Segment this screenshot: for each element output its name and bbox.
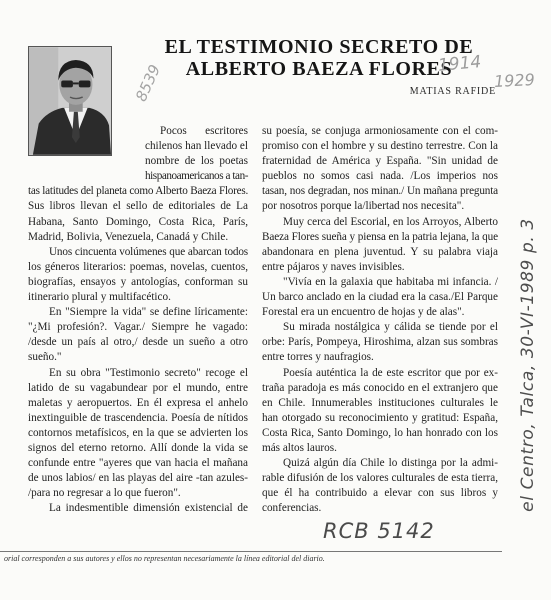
- text-line: nombre de los poetas: [145, 155, 248, 168]
- text-line: su poesía, se conjuga armoniosamente con el com-: [262, 125, 498, 137]
- text-line: "Vivía en la galaxia que habitaba mi infancia. /: [283, 275, 498, 288]
- text-line: /desde un país al otro,/ desde un sueño a otro: [28, 336, 248, 349]
- paragraph: [262, 275, 498, 320]
- paragraph: [28, 305, 248, 365]
- paragraph: [28, 124, 248, 245]
- text-line: Sus libros llevan el sello de editoriales de La: [28, 200, 248, 213]
- text-line: contornos metafísicos, en la que se advierten los: [28, 426, 248, 439]
- footer-divider: [0, 551, 502, 552]
- text-line: Madrid, Bolivia, Venezuela, Canadá y Chile.: [28, 230, 229, 243]
- right-column: [262, 124, 498, 516]
- text-line: maletas y aeropuertos. En él expresa el anhelo: [28, 396, 248, 409]
- text-line: Unos cincuenta volúmenes que abarcan todos: [49, 245, 248, 258]
- handwritten-year-1914: 1914: [437, 52, 483, 76]
- text-line: En "Siempre la vida" se define líricamente:: [49, 306, 248, 319]
- text-line: tasan, nos degradan, nos minan./ Un mañana pregunta: [262, 185, 498, 198]
- handwritten-number: 8539: [132, 61, 164, 105]
- text-line: abandonara en plena juventud. Y su palabra viaja: [262, 245, 498, 258]
- paragraph: [28, 366, 248, 502]
- text-line: Forestal era un encuentro de hojas y de alas".: [262, 306, 465, 319]
- text-line: entre torres y naufragios.: [262, 351, 374, 364]
- text-line: biografías, ensayos y antologías, conforman su: [28, 275, 248, 288]
- text-line: hispanoamericanos a tan-: [145, 170, 248, 183]
- paragraph: [262, 366, 498, 457]
- text-line: conferencias.: [262, 502, 322, 515]
- article-title: [158, 36, 483, 80]
- text-line: más altos lauros.: [262, 441, 337, 454]
- paragraph: [28, 501, 248, 516]
- text-line: Poesía auténtica la de este escritor que por ex-: [283, 366, 498, 379]
- paragraph: [28, 245, 248, 305]
- text-line: En su obra "Testimonio secreto" recoge el: [49, 366, 248, 379]
- handwritten-catalog-code: RCB 5142: [323, 519, 435, 543]
- text-line: Su mirada nostálgica y cálida se tiende por el: [283, 321, 498, 334]
- text-line: confunde entre "ayeres que van hacia el mañana: [28, 457, 248, 470]
- text-line: itinerario plural y multifacético.: [28, 291, 171, 304]
- text-line: Quizá algún día Chile lo distinga por la admi-: [283, 457, 498, 470]
- paragraph: [262, 320, 498, 365]
- paragraph: [262, 215, 498, 275]
- title-line-1: EL TESTIMONIO SECRETO DE: [164, 36, 474, 58]
- text-line: los géneros literarios: poemas, novelas, cuentos,: [28, 260, 248, 273]
- text-line: latido de su vagabundear por el mundo, entre: [28, 381, 248, 394]
- paragraph: [262, 124, 498, 215]
- text-line: que él ha contribuido a elevar con sus libros y: [262, 487, 498, 500]
- text-line: /para no regresar a lo que fueron".: [28, 487, 181, 500]
- text-line: por nosotros porque la/libertad nos necesita".: [262, 200, 465, 213]
- text-line: "¿Mi profesión?. Vagar./ Siempre he vagado:: [28, 321, 248, 334]
- title-line-2: ALBERTO BAEZA FLORES: [185, 58, 453, 80]
- text-line: traña paradoja es más conocido en el extranjero que: [262, 381, 498, 394]
- footer-disclaimer: orial corresponden a sus autores y ellos no representan necesariamente la línea editorial del diario.: [4, 554, 325, 563]
- text-line: Un barco anclado en la ciudad era la casa./El Parque: [262, 291, 498, 304]
- text-line: La indesmentible dimensión existencial de: [49, 502, 248, 515]
- text-line: signos del eterno retorno. Allí donde la vida se: [28, 441, 248, 454]
- author-byline: MATIAS RAFIDE: [409, 86, 496, 97]
- text-line: fraternidad de América y España. "Sin unidad de: [262, 155, 498, 168]
- text-line: han otorgado su reconocimiento y gratitud: España,: [262, 411, 498, 424]
- text-line: pueblos no somos casi nada. /Los imperios nos: [262, 170, 498, 183]
- left-column: [28, 124, 248, 516]
- text-line: chilenos han llevado el: [145, 140, 248, 153]
- text-line: rable difusión de los valores culturales de esta tierra,: [262, 472, 498, 485]
- handwritten-year-1929: 1929: [493, 69, 536, 92]
- text-line: Baeza Flores sueña y piensa en la patria lejana, la que: [262, 230, 498, 243]
- text-line: Habana, Santo Domingo, Costa Rica, París,: [28, 215, 248, 228]
- text-line: sueño.": [28, 351, 62, 364]
- text-line: promiso con el hombre y su destino terrestre. Con la: [262, 140, 498, 153]
- text-line: Muy cerca del Escorial, en los Arroyos, Alberto: [283, 215, 498, 228]
- text-line: Pocos escritores: [160, 125, 248, 137]
- text-line: de unos labios/ en las playas del aire -tan azules-: [28, 472, 248, 485]
- text-line: Costa Rica, Santo Domingo, lo han honrado con los: [262, 426, 498, 439]
- text-line: inextinguible de trascendencia. Poesía de nítidos: [28, 411, 248, 424]
- handwritten-source-note: el Centro, Talca, 30-VI-1989 p. 3: [518, 218, 538, 512]
- paragraph: [262, 456, 498, 516]
- text-line: entre pájaros y naves invisibles.: [262, 260, 405, 273]
- text-line: tas latitudes del planeta como Alberto Baeza Flores.: [28, 185, 248, 198]
- text-line: orbe: París, Pompeya, Hiroshima, alzan sus sombras: [262, 336, 498, 349]
- text-line: en Chile. Innumerables instituciones culturales le: [262, 396, 498, 409]
